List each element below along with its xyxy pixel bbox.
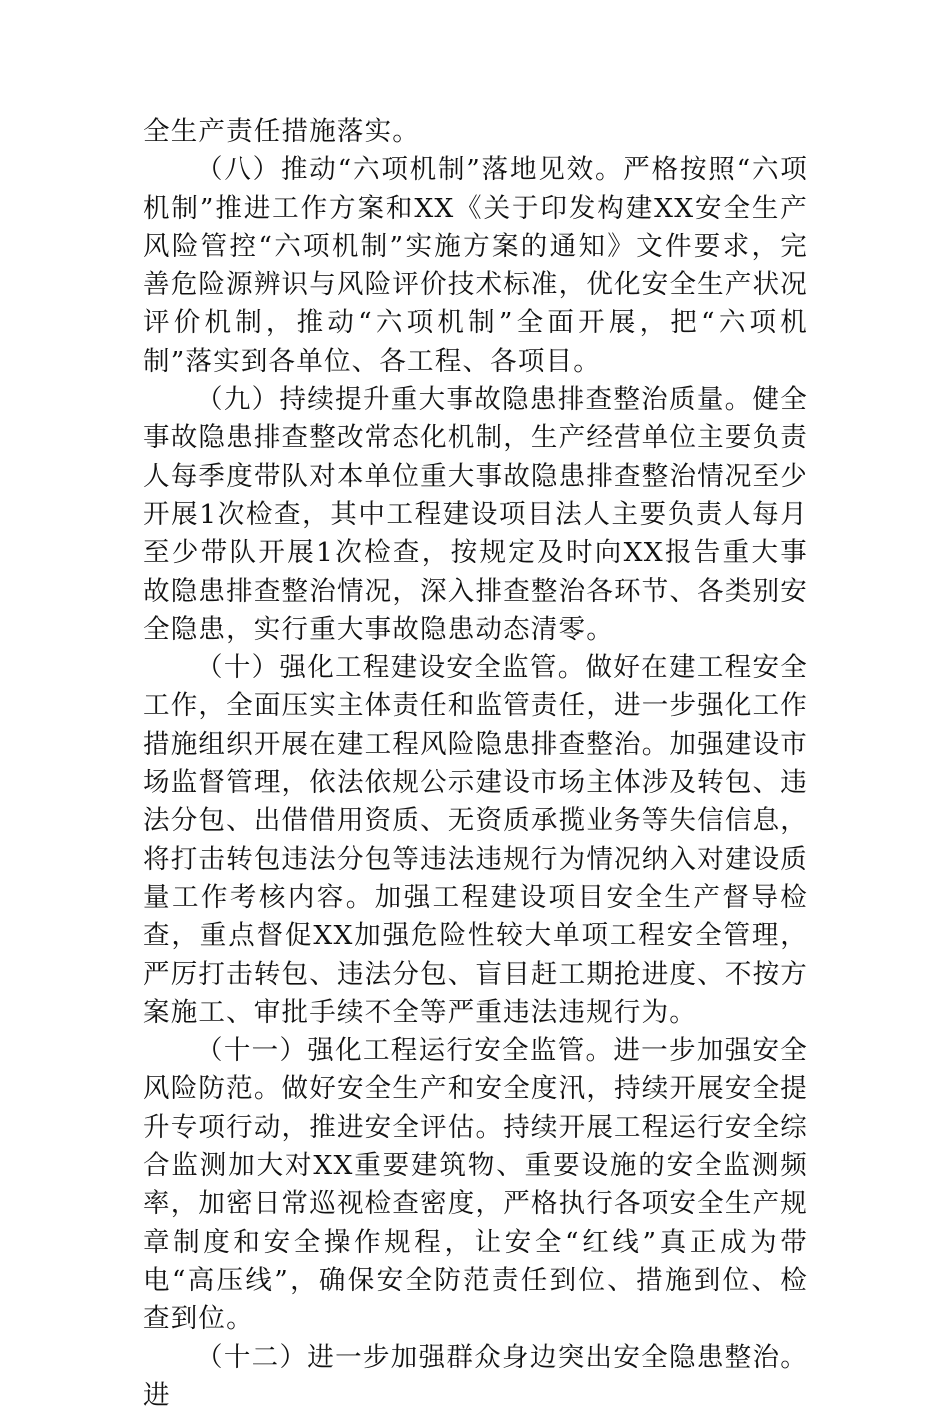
paragraph-text: 做好在建工程安全工作，全面压实主体责任和监管责任，进一步强化工作措施组织开展在建工程风险隐患排查整治。加强建设市场监督管理，依法依规公示建设市场主体涉及转包、违法分包、出借借用资质、无资质承揽业务等失信信息，将打击转包违法分包等违法违规行为情况纳入对建设质量工作考核内容。加强工程建设项目安全生产督导检查，重点督促XX加强危险性较大单项工程安全管理，严厉打击转包、违法分包、盲目赶工期抢进度、不按方案施工、审批手续不全等严重违法违规行为。 [143,652,808,1028]
paragraph-heading: （十）强化工程建设安全监管。 [196,652,586,683]
paragraph-text: 严格按照“六项机制”推进工作方案和XX《关于印发构建XX安全生产风险管控“六项机制”实施方案的通知》文件要求，完善危险源辨识与风险评价技术标准，优化安全生产状况评价机制，推动“六项机制”全面开展，把“六项机制”落实到各单位、各工程、各项目。 [143,154,808,376]
paragraph-heading: （十二）进一步加强群众身边突出安全隐患整治。 [196,1342,808,1373]
paragraph-heading: （八）推动“六项机制”落地见效。 [196,154,623,185]
paragraph-item-10 [143,649,808,1032]
paragraph-text: 进 [143,1380,171,1411]
paragraph-item-8 [143,151,808,381]
paragraph-item-11 [143,1032,808,1338]
document-body [143,113,808,1415]
paragraph-heading: （十一）强化工程运行安全监管。 [196,1035,613,1066]
paragraph-heading: （九）持续提升重大事故隐患排查整治质量。 [196,384,752,415]
paragraph-item-12 [143,1339,808,1415]
paragraph-item-9 [143,381,808,649]
paragraph-text: 全生产责任措施落实。 [143,116,420,147]
paragraph-text: 进一步加强安全风险防范。做好安全生产和安全度汛，持续开展安全提升专项行动，推进安全评估。持续开展工程运行安全综合监测加大对XX重要建筑物、重要设施的安全监测频率，加密日常巡视检查密度，严格执行各项安全生产规章制度和安全操作规程，让安全“红线”真正成为带电“高压线”，确保安全防范责任到位、措施到位、检查到位。 [143,1035,808,1334]
paragraph-text: 健全事故隐患排查整改常态化机制，生产经营单位主要负责人每季度带队对本单位重大事故隐患排查整治情况至少开展1次检查，其中工程建设项目法人主要负责人每月至少带队开展1次检查，按规定及时向XX报告重大事故隐患排查整治情况，深入排查整治各环节、各类别安全隐患，实行重大事故隐患动态清零。 [143,384,808,645]
paragraph-continuation [143,113,808,151]
